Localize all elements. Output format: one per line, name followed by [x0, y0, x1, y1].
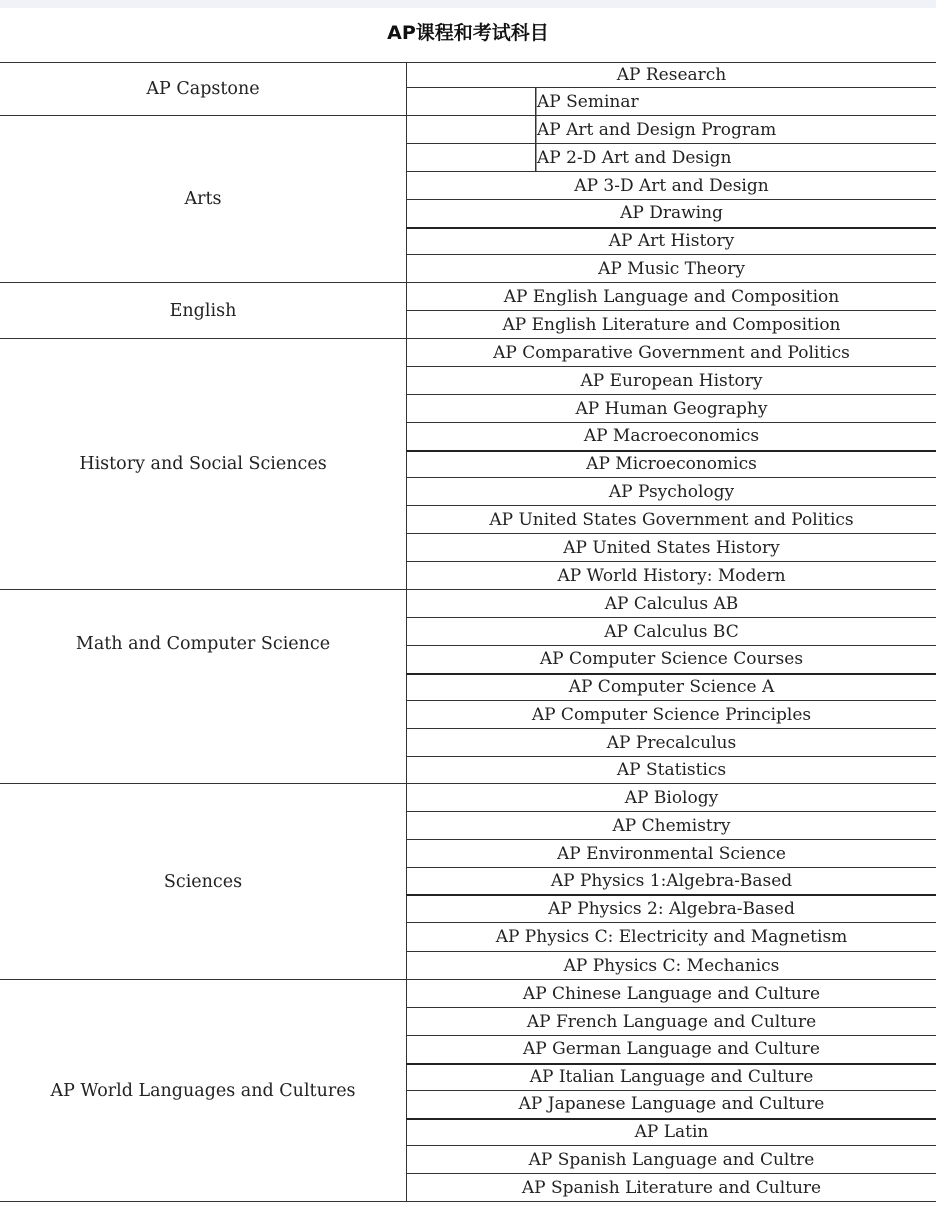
- course-cell: AP United States Government and Politics: [407, 506, 936, 534]
- course-cell: AP Biology: [407, 784, 936, 812]
- course-cell: AP German Language and Culture: [407, 1036, 936, 1064]
- course-cell: AP Research: [407, 63, 936, 88]
- table-row: [0, 283, 936, 311]
- course-cell: AP Microeconomics: [407, 451, 936, 478]
- category-cell: Arts: [0, 116, 407, 283]
- category-cell: AP World Languages and Cultures: [0, 980, 407, 1202]
- course-cell: AP Art and Design Program: [407, 116, 936, 144]
- course-cell: AP Human Geography: [407, 395, 936, 423]
- category-cell: AP Capstone: [0, 63, 407, 116]
- course-cell: AP Physics 1:Algebra-Based: [407, 868, 936, 895]
- course-cell: AP Psychology: [407, 478, 936, 506]
- course-cell: AP Comparative Government and Politics: [407, 339, 936, 367]
- course-cell: AP French Language and Culture: [407, 1008, 936, 1036]
- page-title: AP课程和考试科目: [387, 22, 549, 44]
- ap-courses-table: [0, 62, 936, 1202]
- course-cell: AP Physics 2: Algebra-Based: [407, 895, 936, 923]
- table-row: [0, 784, 936, 812]
- table-row: [0, 116, 936, 144]
- course-cell: AP Statistics: [407, 757, 936, 784]
- table-row: [0, 63, 936, 88]
- table-row: [0, 980, 936, 1008]
- course-cell: AP Physics C: Electricity and Magnetism: [407, 923, 936, 952]
- course-cell: AP Physics C: Mechanics: [407, 952, 936, 980]
- course-cell: AP Seminar: [407, 88, 936, 116]
- category-cell: English: [0, 283, 407, 339]
- top-band: [0, 0, 936, 8]
- course-cell: AP Latin: [407, 1119, 936, 1146]
- course-cell: AP Drawing: [407, 200, 936, 228]
- course-cell: AP Chinese Language and Culture: [407, 980, 936, 1008]
- course-cell: AP Precalculus: [407, 729, 936, 757]
- course-cell: AP Environmental Science: [407, 840, 936, 868]
- category-cell: Math and Computer Science: [0, 590, 407, 784]
- course-cell: AP Spanish Language and Cultre: [407, 1146, 936, 1174]
- table-row: [0, 590, 936, 618]
- course-cell: AP Computer Science Courses: [407, 646, 936, 674]
- table-row: [0, 339, 936, 367]
- course-cell: AP Computer Science Principles: [407, 701, 936, 729]
- course-cell: AP European History: [407, 367, 936, 395]
- course-cell: AP World History: Modern: [407, 562, 936, 590]
- course-cell: AP Calculus BC: [407, 618, 936, 646]
- course-cell: AP United States History: [407, 534, 936, 562]
- course-cell: AP English Literature and Composition: [407, 311, 936, 339]
- course-cell: AP Chemistry: [407, 812, 936, 840]
- course-cell: AP Macroeconomics: [407, 423, 936, 451]
- category-cell: History and Social Sciences: [0, 339, 407, 590]
- course-cell: AP Italian Language and Culture: [407, 1064, 936, 1091]
- course-cell: AP Music Theory: [407, 255, 936, 283]
- course-cell: AP Japanese Language and Culture: [407, 1091, 936, 1119]
- course-cell: AP English Language and Composition: [407, 283, 936, 311]
- course-cell: AP 3-D Art and Design: [407, 172, 936, 200]
- category-cell: Sciences: [0, 784, 407, 980]
- course-cell: AP Spanish Literature and Culture: [407, 1174, 936, 1202]
- course-cell: AP Art History: [407, 228, 936, 255]
- course-cell: AP Computer Science A: [407, 674, 936, 701]
- course-cell: AP 2-D Art and Design: [407, 144, 936, 172]
- course-cell: AP Calculus AB: [407, 590, 936, 618]
